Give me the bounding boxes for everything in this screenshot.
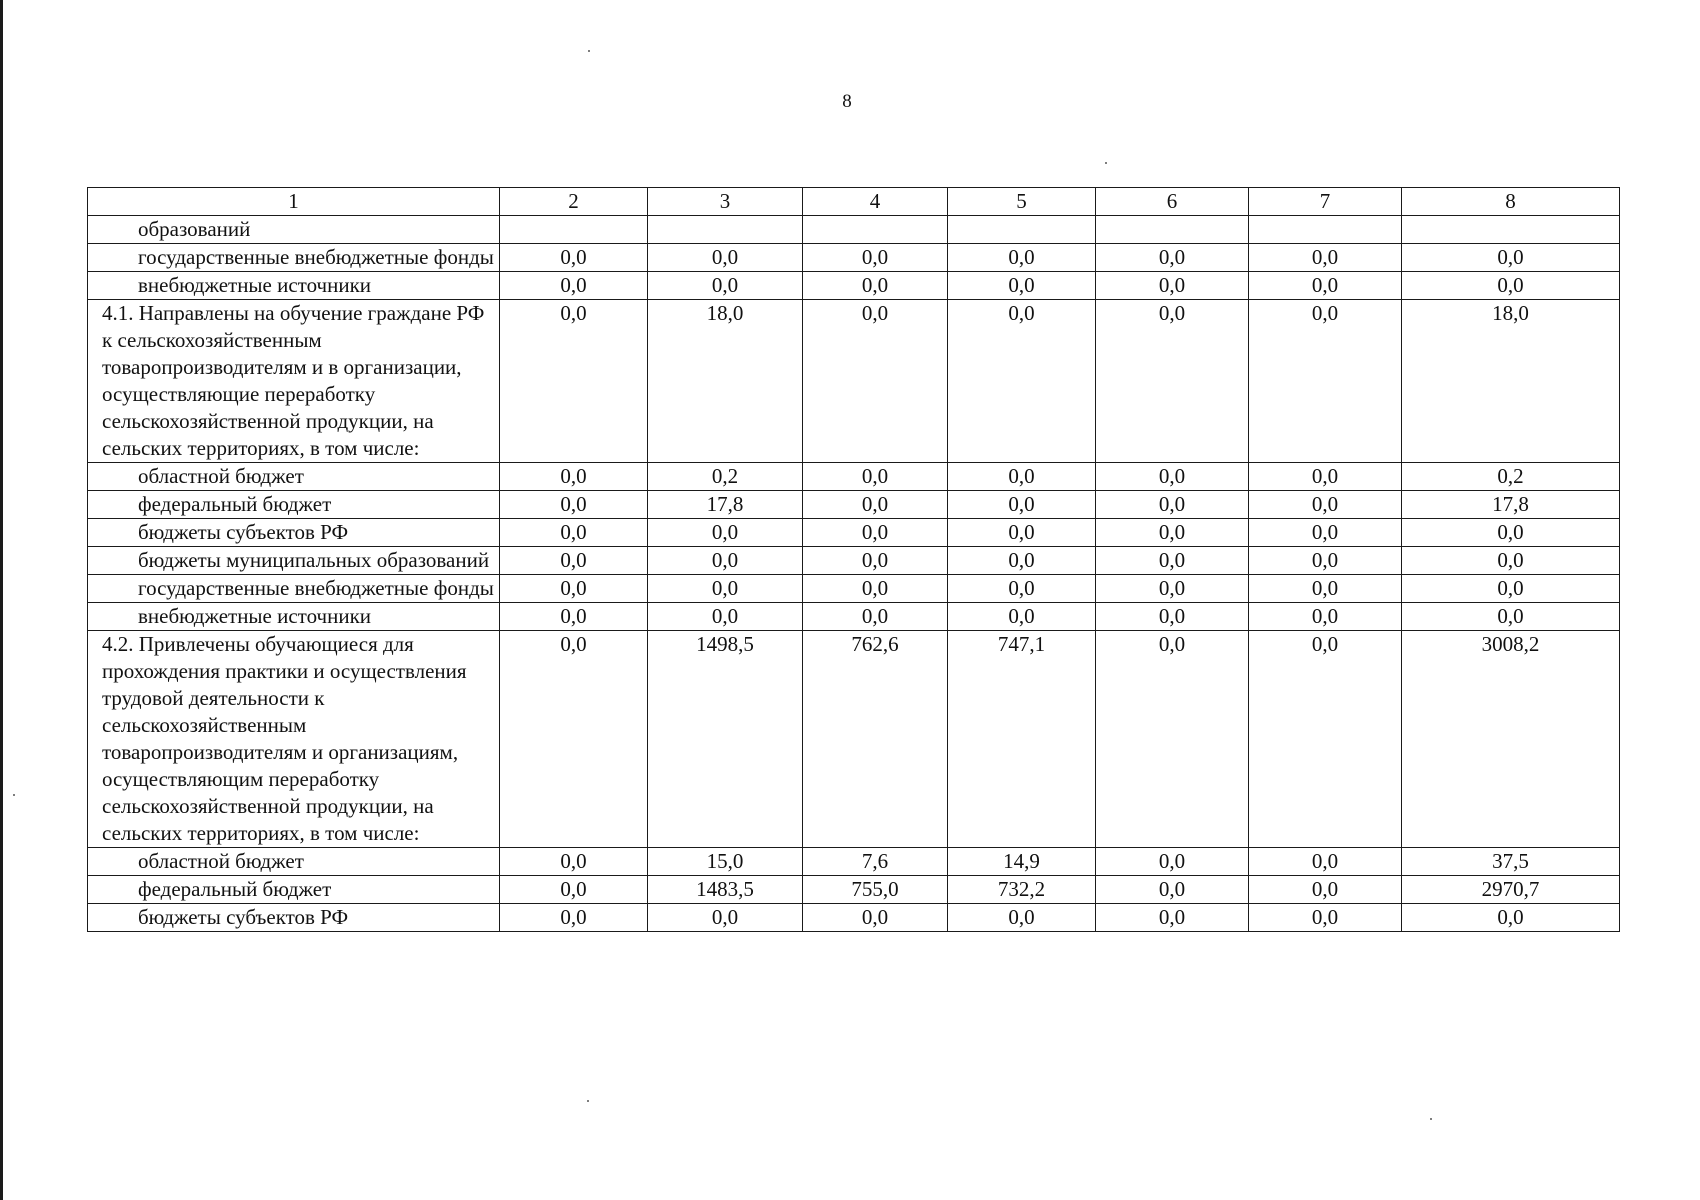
value-cell: 0,0 xyxy=(1096,272,1249,300)
value-cell xyxy=(948,216,1096,244)
table-row xyxy=(88,631,1620,848)
table-row xyxy=(88,876,1620,904)
value-cell: 0,0 xyxy=(1249,463,1402,491)
value-cell: 0,0 xyxy=(948,272,1096,300)
funding-table xyxy=(87,187,1620,932)
value-cell xyxy=(648,216,803,244)
value-cell: 0,0 xyxy=(1096,491,1249,519)
value-cell: 0,0 xyxy=(1402,244,1620,272)
value-cell xyxy=(1096,216,1249,244)
scan-speck xyxy=(587,1100,589,1102)
value-cell: 0,0 xyxy=(803,575,948,603)
value-cell: 0,0 xyxy=(500,876,648,904)
value-cell: 0,0 xyxy=(648,575,803,603)
value-cell: 14,9 xyxy=(948,848,1096,876)
value-cell: 755,0 xyxy=(803,876,948,904)
value-cell: 0,0 xyxy=(1249,272,1402,300)
value-cell: 0,0 xyxy=(803,519,948,547)
value-cell: 0,2 xyxy=(648,463,803,491)
value-cell: 0,0 xyxy=(948,575,1096,603)
row-label: федеральный бюджет xyxy=(88,876,500,904)
value-cell: 0,0 xyxy=(948,244,1096,272)
table-row xyxy=(88,244,1620,272)
table-row xyxy=(88,272,1620,300)
column-header: 3 xyxy=(648,188,803,216)
table-row xyxy=(88,216,1620,244)
page-number: 8 xyxy=(842,91,852,112)
value-cell: 0,0 xyxy=(500,848,648,876)
value-cell xyxy=(1249,216,1402,244)
value-cell: 0,0 xyxy=(803,300,948,463)
value-cell: 0,0 xyxy=(1096,547,1249,575)
value-cell: 0,0 xyxy=(1096,603,1249,631)
column-header: 5 xyxy=(948,188,1096,216)
column-header: 8 xyxy=(1402,188,1620,216)
table-row xyxy=(88,904,1620,932)
value-cell: 0,0 xyxy=(500,547,648,575)
value-cell: 0,0 xyxy=(648,272,803,300)
value-cell: 0,0 xyxy=(1249,575,1402,603)
scan-speck xyxy=(13,794,15,796)
value-cell: 18,0 xyxy=(1402,300,1620,463)
value-cell: 0,0 xyxy=(948,491,1096,519)
value-cell: 0,2 xyxy=(1402,463,1620,491)
value-cell: 0,0 xyxy=(1402,547,1620,575)
value-cell: 0,0 xyxy=(948,904,1096,932)
value-cell: 0,0 xyxy=(803,491,948,519)
value-cell xyxy=(1402,216,1620,244)
column-header: 6 xyxy=(1096,188,1249,216)
value-cell: 2970,7 xyxy=(1402,876,1620,904)
value-cell: 0,0 xyxy=(1249,300,1402,463)
row-label: областной бюджет xyxy=(88,463,500,491)
value-cell: 0,0 xyxy=(1402,904,1620,932)
column-header: 4 xyxy=(803,188,948,216)
value-cell: 1483,5 xyxy=(648,876,803,904)
value-cell: 1498,5 xyxy=(648,631,803,848)
row-label: внебюджетные источники xyxy=(88,603,500,631)
value-cell: 0,0 xyxy=(1249,603,1402,631)
value-cell: 0,0 xyxy=(803,463,948,491)
value-cell: 0,0 xyxy=(500,491,648,519)
scan-left-edge xyxy=(0,0,3,1200)
value-cell: 0,0 xyxy=(1096,300,1249,463)
table-row xyxy=(88,491,1620,519)
row-label: федеральный бюджет xyxy=(88,491,500,519)
row-label: бюджеты субъектов РФ xyxy=(88,519,500,547)
scan-speck xyxy=(1105,162,1107,164)
value-cell: 0,0 xyxy=(1096,876,1249,904)
row-label: 4.1. Направлены на обучение граждане РФ к сельскохозяйственным товаропроизводителям и в организации, осуществляющие переработку сельскохозяйственной продукции, на сельских территориях, в том числе: xyxy=(88,300,500,463)
value-cell: 0,0 xyxy=(1249,244,1402,272)
value-cell: 762,6 xyxy=(803,631,948,848)
scan-speck xyxy=(588,50,590,52)
table-row xyxy=(88,848,1620,876)
value-cell: 17,8 xyxy=(648,491,803,519)
value-cell: 0,0 xyxy=(1096,848,1249,876)
value-cell: 0,0 xyxy=(803,244,948,272)
value-cell: 0,0 xyxy=(948,603,1096,631)
table-row xyxy=(88,575,1620,603)
value-cell: 18,0 xyxy=(648,300,803,463)
value-cell: 0,0 xyxy=(1249,876,1402,904)
value-cell: 0,0 xyxy=(500,300,648,463)
value-cell: 0,0 xyxy=(500,519,648,547)
value-cell: 7,6 xyxy=(803,848,948,876)
row-label: образований xyxy=(88,216,500,244)
value-cell: 0,0 xyxy=(500,631,648,848)
value-cell: 0,0 xyxy=(1096,463,1249,491)
value-cell: 0,0 xyxy=(1402,272,1620,300)
value-cell xyxy=(803,216,948,244)
value-cell: 0,0 xyxy=(500,575,648,603)
value-cell: 0,0 xyxy=(1249,904,1402,932)
column-header: 1 xyxy=(88,188,500,216)
value-cell xyxy=(500,216,648,244)
value-cell: 0,0 xyxy=(1402,603,1620,631)
value-cell: 0,0 xyxy=(948,519,1096,547)
value-cell: 0,0 xyxy=(1402,519,1620,547)
value-cell: 0,0 xyxy=(803,904,948,932)
row-label: государственные внебюджетные фонды xyxy=(88,575,500,603)
value-cell: 0,0 xyxy=(948,463,1096,491)
value-cell: 0,0 xyxy=(1096,631,1249,848)
row-label: 4.2. Привлечены обучающиеся для прохождения практики и осуществления трудовой деятельности к сельскохозяйственным товаропроизводителям и организациям, осуществляющим переработку сельскохозяйственной продукции, на сельских территориях, в том числе: xyxy=(88,631,500,848)
value-cell: 0,0 xyxy=(1096,244,1249,272)
value-cell: 17,8 xyxy=(1402,491,1620,519)
value-cell: 0,0 xyxy=(1402,575,1620,603)
column-header: 7 xyxy=(1249,188,1402,216)
value-cell: 0,0 xyxy=(1249,848,1402,876)
table-row xyxy=(88,547,1620,575)
column-header: 2 xyxy=(500,188,648,216)
value-cell: 0,0 xyxy=(803,547,948,575)
value-cell: 0,0 xyxy=(648,904,803,932)
value-cell: 0,0 xyxy=(803,603,948,631)
scan-speck xyxy=(1430,1118,1432,1120)
value-cell: 0,0 xyxy=(648,244,803,272)
row-label: государственные внебюджетные фонды xyxy=(88,244,500,272)
value-cell: 0,0 xyxy=(803,272,948,300)
table-row xyxy=(88,519,1620,547)
value-cell: 0,0 xyxy=(1249,631,1402,848)
value-cell: 0,0 xyxy=(500,244,648,272)
value-cell: 0,0 xyxy=(500,904,648,932)
value-cell: 0,0 xyxy=(1249,547,1402,575)
value-cell: 0,0 xyxy=(1096,904,1249,932)
value-cell: 0,0 xyxy=(648,519,803,547)
value-cell: 0,0 xyxy=(1096,519,1249,547)
value-cell: 0,0 xyxy=(1096,575,1249,603)
row-label: бюджеты муниципальных образований xyxy=(88,547,500,575)
value-cell: 3008,2 xyxy=(1402,631,1620,848)
table-row xyxy=(88,603,1620,631)
value-cell: 747,1 xyxy=(948,631,1096,848)
row-label: областной бюджет xyxy=(88,848,500,876)
value-cell: 0,0 xyxy=(948,547,1096,575)
value-cell: 15,0 xyxy=(648,848,803,876)
table-header-row xyxy=(88,188,1620,216)
table-row xyxy=(88,463,1620,491)
value-cell: 0,0 xyxy=(1249,519,1402,547)
table-row xyxy=(88,300,1620,463)
row-label: внебюджетные источники xyxy=(88,272,500,300)
value-cell: 0,0 xyxy=(1249,491,1402,519)
value-cell: 0,0 xyxy=(648,603,803,631)
value-cell: 0,0 xyxy=(500,603,648,631)
value-cell: 37,5 xyxy=(1402,848,1620,876)
value-cell: 0,0 xyxy=(648,547,803,575)
row-label: бюджеты субъектов РФ xyxy=(88,904,500,932)
value-cell: 0,0 xyxy=(500,272,648,300)
value-cell: 0,0 xyxy=(500,463,648,491)
value-cell: 732,2 xyxy=(948,876,1096,904)
value-cell: 0,0 xyxy=(948,300,1096,463)
